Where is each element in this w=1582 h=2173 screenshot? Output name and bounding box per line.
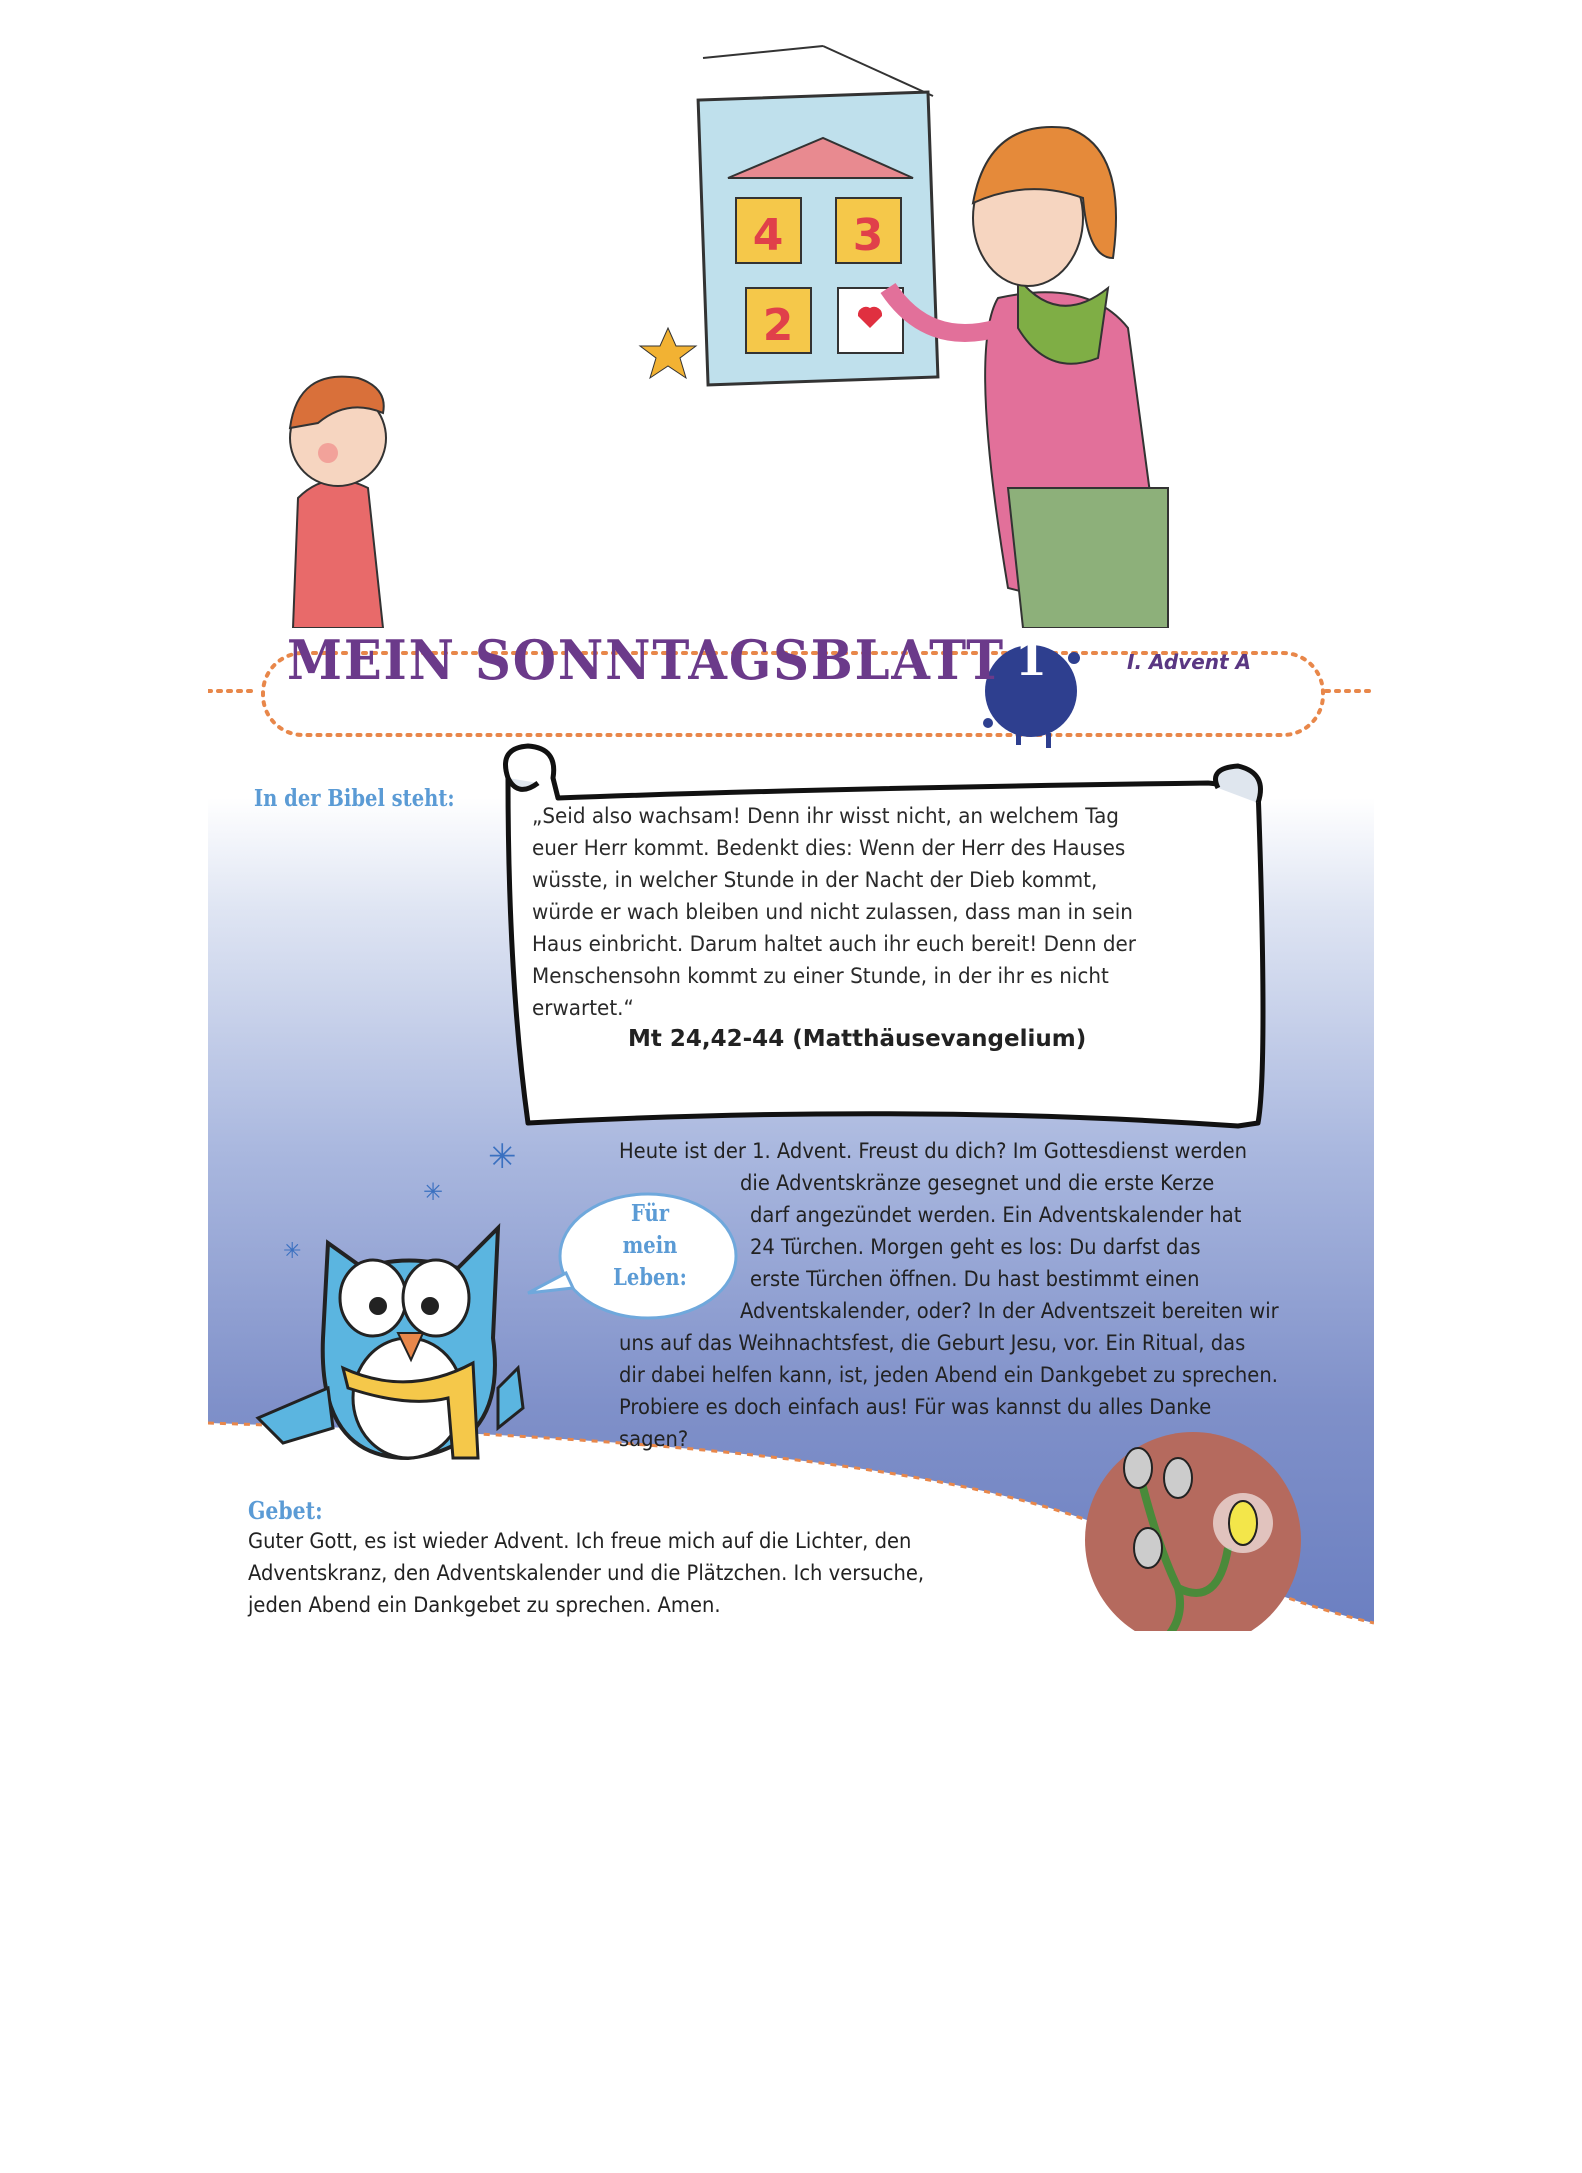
prayer-text	[248, 1525, 975, 1621]
prayer-line: jeden Abend ein Dankgebet zu sprechen. Amen.	[248, 1593, 721, 1617]
reflection-line: sagen?	[619, 1427, 689, 1451]
quote-line: wüsste, in welcher Stunde in der Nacht der Dieb kommt,	[532, 868, 1098, 892]
quote-line: erwartet.“	[532, 996, 634, 1020]
fairy-lights-illustration	[1078, 1428, 1318, 1631]
snowflake-icon: ✳	[488, 1138, 517, 1176]
reflection-line: erste Türchen öffnen. Du hast bestimmt einen	[750, 1267, 1200, 1291]
snowflake-icon: ✳	[423, 1179, 444, 1206]
issue-number: 1	[1014, 632, 1047, 686]
page-title: MEIN SONNTAGSBLATT	[287, 628, 1005, 692]
liturgical-date: I. Advent A	[1127, 650, 1252, 674]
snowflake-icon: ✳	[283, 1238, 302, 1263]
svg-text:4: 4	[752, 210, 784, 261]
bubble-label: Für mein Leben:	[613, 1200, 687, 1291]
quote-line: würde er wach bleiben und nicht zulassen, dass man in sein	[532, 900, 1133, 924]
sonntagsblatt-page	[208, 28, 1374, 1631]
quote-line: „Seid also wachsam! Denn ihr wisst nicht, an welchem Tag	[532, 804, 1119, 828]
reflection-line: Probiere es doch einfach aus! Für was kannst du alles Danke	[619, 1395, 1212, 1419]
bible-reference: Mt 24,42-44 (Matthäusevangelium)	[628, 1026, 1087, 1052]
quote-line: Haus einbricht. Darum haltet auch ihr euch bereit! Denn der	[532, 932, 1136, 956]
prayer-label: Gebet:	[248, 1496, 323, 1525]
svg-text:2: 2	[762, 300, 794, 351]
prayer-line: Guter Gott, es ist wieder Advent. Ich freue mich auf die Lichter, den	[248, 1529, 912, 1553]
reflection-line: Adventskalender, oder? In der Adventszeit bereiten wir	[740, 1299, 1279, 1323]
calendar	[640, 46, 938, 385]
reflection-line: darf angezündet werden. Ein Adventskalender hat	[750, 1203, 1242, 1227]
advent-calendar-illustration	[208, 28, 1374, 628]
reflection-line: die Adventskränze gesegnet und die erste Kerze	[740, 1171, 1215, 1195]
reflection-line: uns auf das Weihnachtsfest, die Geburt Jesu, vor. Ein Ritual, das	[619, 1331, 1246, 1355]
bible-label: In der Bibel steht:	[254, 785, 455, 812]
boy-figure	[290, 377, 386, 628]
reflection-line: dir dabei helfen kann, ist, jeden Abend ein Dankgebet zu sprechen.	[619, 1363, 1278, 1387]
bible-quote	[532, 800, 1178, 1024]
reflection-line: 24 Türchen. Morgen geht es los: Du darfst das	[750, 1235, 1201, 1259]
svg-text:3: 3	[852, 210, 884, 261]
reflection-line: Heute ist der 1. Advent. Freust du dich? Im Gottesdienst werden	[619, 1139, 1248, 1163]
quote-line: Menschensohn kommt zu einer Stunde, in der ihr es nicht	[532, 964, 1109, 988]
prayer-line: Adventskranz, den Adventskalender und die Plätzchen. Ich versuche,	[248, 1561, 925, 1585]
quote-line: euer Herr kommt. Bedenkt dies: Wenn der Herr des Hauses	[532, 836, 1126, 860]
